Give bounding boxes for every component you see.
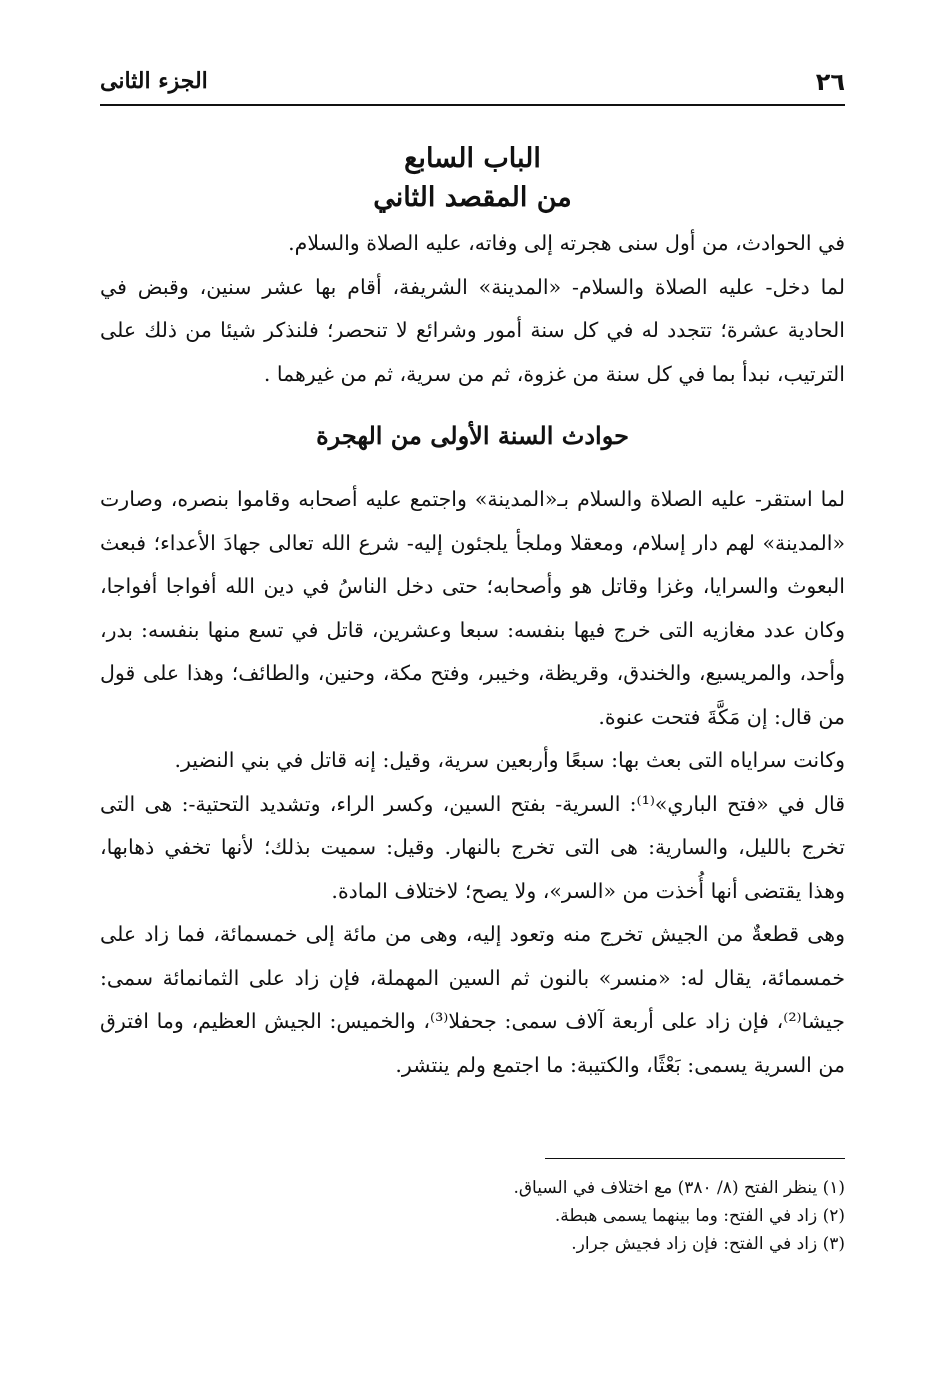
body-paragraph: وكانت سراياه التى بعث بها: سبعًا وأربعين سرية، وقيل: إنه قاتل في بني النضير. — [174, 748, 845, 772]
intro-paragraph: في الحوادث، من أول سنى هجرته إلى وفاته، عليه الصلاة والسلام. — [288, 231, 845, 255]
chapter-title: الباب السابع — [404, 143, 541, 174]
page-number: ٢٦ — [815, 68, 845, 96]
footnote: (٣) زاد في الفتح: فإن زاد فجيش جرار. — [571, 1234, 845, 1254]
footnote-separator — [545, 1158, 845, 1159]
chapter-subtitle: من المقصد الثاني — [373, 182, 572, 213]
intro-paragraph: لما دخل- عليه الصلاة والسلام- «المدينة» الشريفة، أقام بها عشر سنين، وقبض في الحادية عشرة؛ تتجدد له في كل سنة أمور وشرائع لا تنحصر؛ فلنذكر شيئا من ذلك على الترتيب، نبدأ بما في كل سنة من غزوة، ثم من سرية، ثم من غيرهما . — [100, 274, 845, 386]
footnotes — [100, 1174, 845, 1258]
body-paragraph: لما استقر- عليه الصلاة والسلام بـ«المدينة» واجتمع عليه أصحابه وقاموا بنصره، وصارت «المدينة» لهم دار إسلام، ومعقلا وملجأ يلجئون إليه- شرع الله تعالى جهادَ الأعداء؛ فبعث البعوث والسرايا، وغزا وقاتل هو وأصحابه؛ حتى دخل الناسُ في دين الله أفواجا أفواجا، وكان عدد مغازيه التى خرج فيها بنفسه: سبعا وعشرين، قاتل في تسع منها بنفسه: بدر، وأحد، والمريسيع، والخندق، وقريظة، وخيبر، وفتح مكة، وحنين، والطائف؛ وهذا على قول من قال: إن مَكَّةَ فتحت عنوة. — [100, 487, 845, 729]
footnote: (٢) زاد في الفتح: وما بينهما يسمى هبطة. — [554, 1206, 845, 1226]
page-header — [100, 60, 845, 106]
footnote: (١) ينظر الفتح (٨/ ٣٨٠) مع اختلاف في السياق. — [513, 1178, 845, 1198]
body-paragraph: قال في «فتح الباري»⁽¹⁾: السرية- بفتح السين، وكسر الراء، وتشديد التحتية-: هى التى تخرج بالليل، والسارية: هى التى تخرج بالنهار. وقيل: سميت بذلك؛ لأنها تخفي ذهابها، وهذا يقتضى أنها أُخذت من «السر»، ولا يصح؛ لاختلاف المادة. — [100, 791, 845, 903]
main-content — [100, 140, 845, 1087]
running-title: الجزء الثانى — [100, 68, 208, 94]
body-paragraph: وهى قطعةٌ من الجيش تخرج منه وتعود إليه، وهى من مائة إلى خمسمائة، فما زاد على خمسمائة، يقال له: «منسر» بالنون ثم السين المهملة، فإن زاد على الثمانمائة سمى: جيشا⁽²⁾، فإن زاد على أربعة آلاف سمى: جحفلا⁽³⁾، والخميس: الجيش العظيم، وما افترق من السرية يسمى: بَعْثًا، والكتيبة: ما اجتمع ولم ينتشر. — [100, 922, 845, 1077]
section-title: حوادث السنة الأولى من الهجرة — [316, 421, 629, 450]
